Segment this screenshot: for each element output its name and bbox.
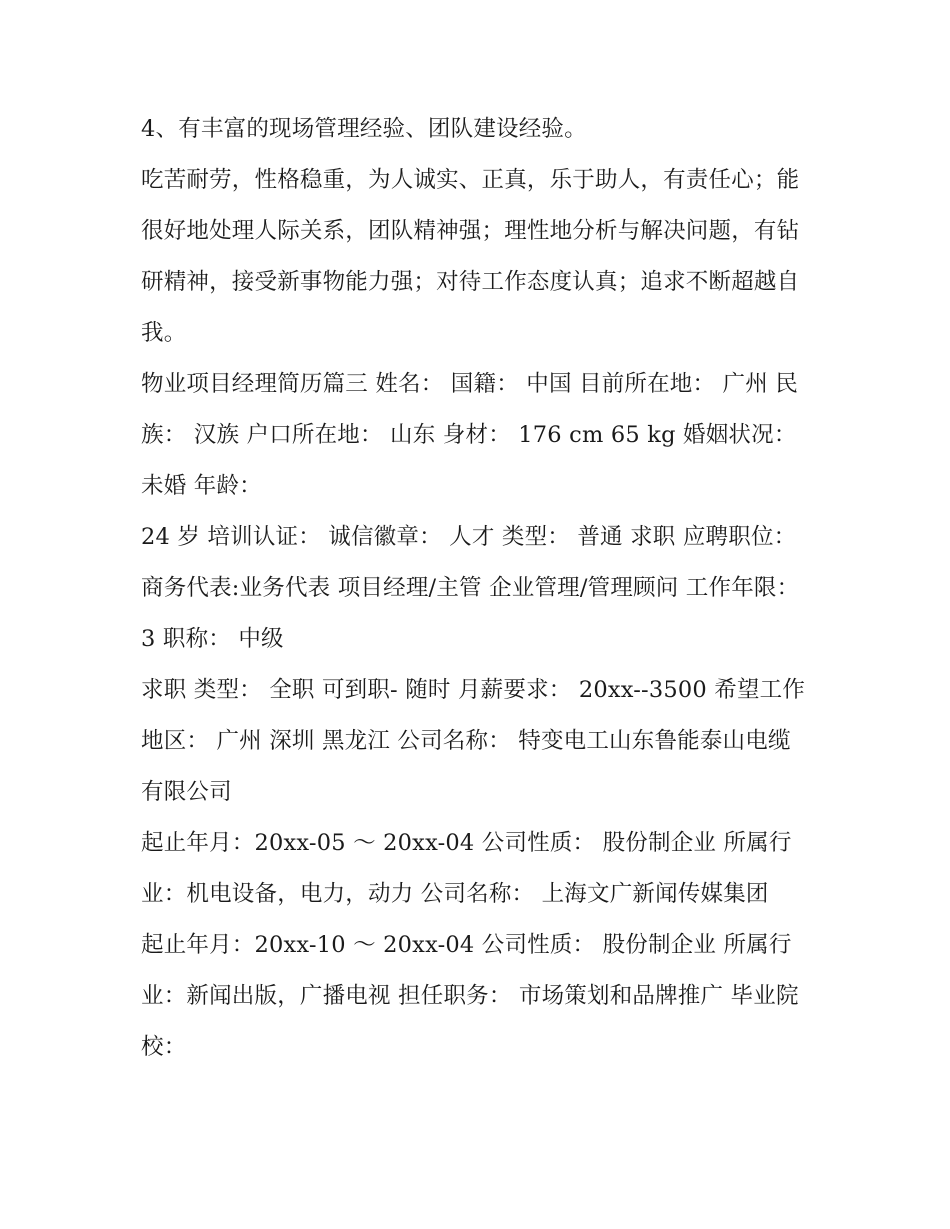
paragraph-experience: 4、有丰富的现场管理经验、团队建设经验。 xyxy=(141,116,587,142)
document-body xyxy=(141,104,813,1073)
paragraph-work-history-1: 起止年月：20xx-05 ～ 20xx-04 公司性质： 股份制企业 所属行业：机电设备，电力，动力 公司名称： 上海文广新闻传媒集团 xyxy=(141,830,792,907)
paragraph-work-history-2: 起止年月：20xx-10 ～ 20xx-04 公司性质： 股份制企业 所属行业：新闻出版，广播电视 担任职务： 市场策划和品牌推广 毕业院校： xyxy=(141,932,799,1060)
paragraph-job-intention: 24 岁 培训认证： 诚信徽章： 人才 类型： 普通 求职 应聘职位： 商务代表:业务代表 项目经理/主管 企业管理/管理顾问 工作年限： 3 职称： 中级 xyxy=(141,524,800,652)
paragraph-personal-info: 物业项目经理简历篇三 姓名： 国籍： 中国 目前所在地： 广州 民族： 汉族 户口所在地： 山东 身材： 176 cm 65 kg 婚姻状况： 未婚 年龄： xyxy=(141,371,799,499)
paragraph-job-type: 求职 类型： 全职 可到职- 随时 月薪要求： 20xx--3500 希望工作地区： 广州 深圳 黑龙江 公司名称： 特变电工山东鲁能泰山电缆有限公司 xyxy=(141,677,806,805)
paragraph-self-evaluation: 吃苦耐劳，性格稳重，为人诚实、正真，乐于助人，有责任心；能很好地处理人际关系，团队精神强；理性地分析与解决问题，有钻研精神，接受新事物能力强；对待工作态度认真；追求不断超越自我。 xyxy=(141,167,800,346)
